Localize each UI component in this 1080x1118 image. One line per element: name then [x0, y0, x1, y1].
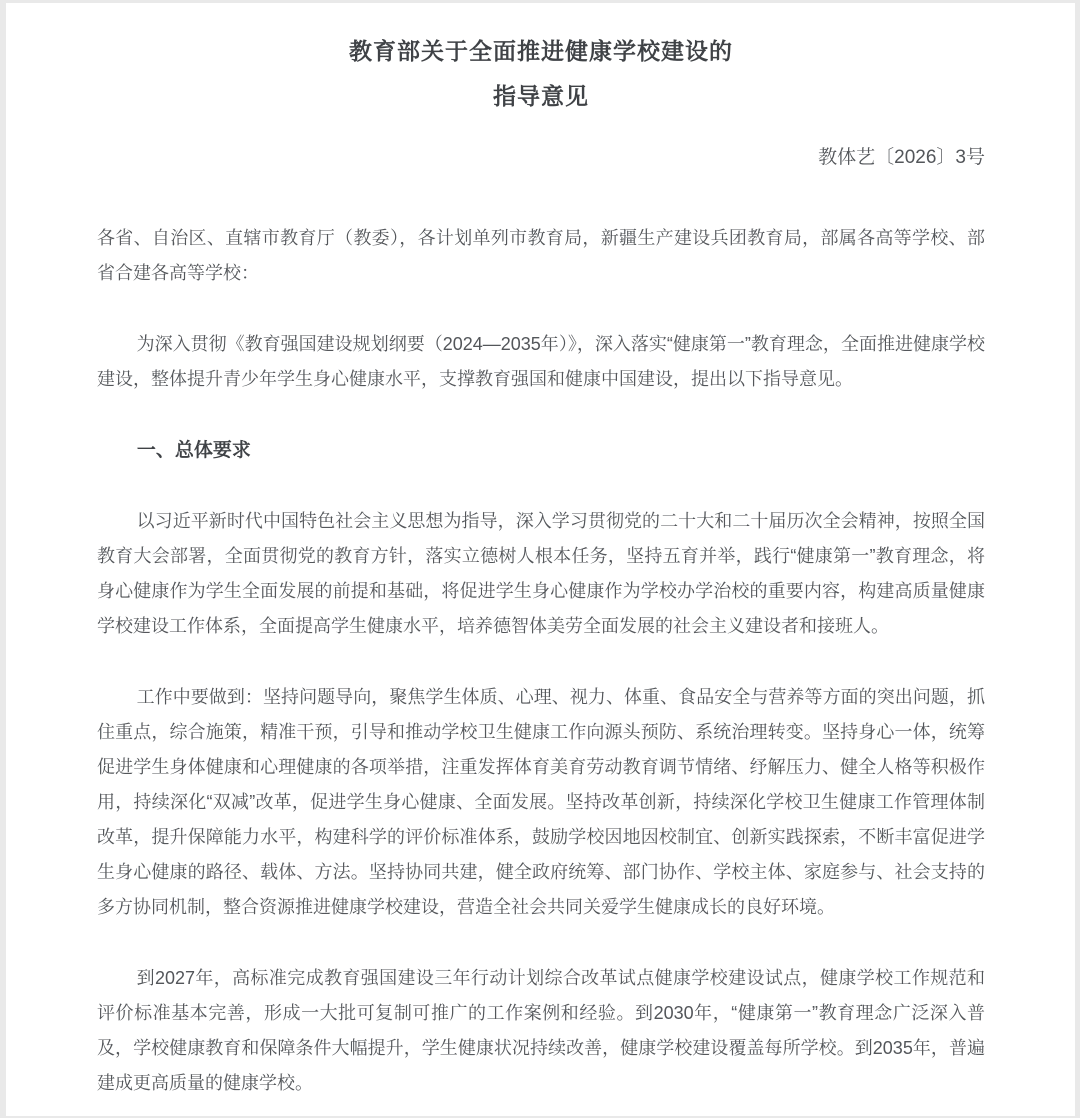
document-title-line1: 教育部关于全面推进健康学校建设的: [349, 38, 733, 64]
goals-timeline-paragraph: 到2027年，高标准完成教育强国建设三年行动计划综合改革试点健康学校建设试点，健康学校工作规范和评价标准基本完善，形成一大批可复制可推广的工作案例和经验。到2030年，“健康第一”教育理念广泛深入普及，学校健康教育和保障条件大幅提升，学生健康状况持续改善，健康学校建设覆盖每所学校。到2035年，普遍建成更高质量的健康学校。: [97, 968, 985, 1093]
guiding-ideology-paragraph: 以习近平新时代中国特色社会主义思想为指导，深入学习贯彻党的二十大和二十届历次全会精神，按照全国教育大会部署，全面贯彻党的教育方针，落实立德树人根本任务，坚持五育并举，践行“健康第一”教育理念，将身心健康作为学生全面发展的前提和基础，将促进学生身心健康作为学校办学治校的重要内容，构建高质量健康学校建设工作体系，全面提高学生健康水平，培养德智体美劳全面发展的社会主义建设者和接班人。: [97, 511, 985, 636]
document-page: [6, 3, 1075, 1116]
document-title-line2: 指导意见: [493, 83, 589, 109]
document-title: [97, 29, 985, 119]
document-number: 教体艺〔2026〕3号: [818, 147, 985, 168]
intro-paragraph: 为深入贯彻《教育强国建设规划纲要（2024—2035年）》，深入落实“健康第一”教育理念，全面推进健康学校建设，整体提升青少年学生身心健康水平，支撑教育强国和健康中国建设，提出以下指导意见。: [97, 334, 985, 389]
addressee-paragraph: 各省、自治区、直辖市教育厅（教委），各计划单列市教育局，新疆生产建设兵团教育局，部属各高等学校、部省合建各高等学校：: [97, 228, 985, 283]
section-heading-general-requirements: 一、总体要求: [136, 440, 251, 461]
work-principles-paragraph: 工作中要做到：坚持问题导向，聚焦学生体质、心理、视力、体重、食品安全与营养等方面的突出问题，抓住重点，综合施策，精准干预，引导和推动学校卫生健康工作向源头预防、系统治理转变。坚持身心一体，统筹促进学生身体健康和心理健康的各项举措，注重发挥体育美育劳动教育调节情绪、纾解压力、健全人格等积极作用，持续深化“双减”改革，促进学生身心健康、全面发展。坚持改革创新，持续深化学校卫生健康工作管理体制改革，提升保障能力水平，构建科学的评价标准体系，鼓励学校因地因校制宜、创新实践探索，不断丰富促进学生身心健康的路径、载体、方法。坚持协同共建，健全政府统筹、部门协作、学校主体、家庭参与、社会支持的多方协同机制，整合资源推进健康学校建设，营造全社会共同关爱学生健康成长的良好环境。: [97, 687, 985, 917]
